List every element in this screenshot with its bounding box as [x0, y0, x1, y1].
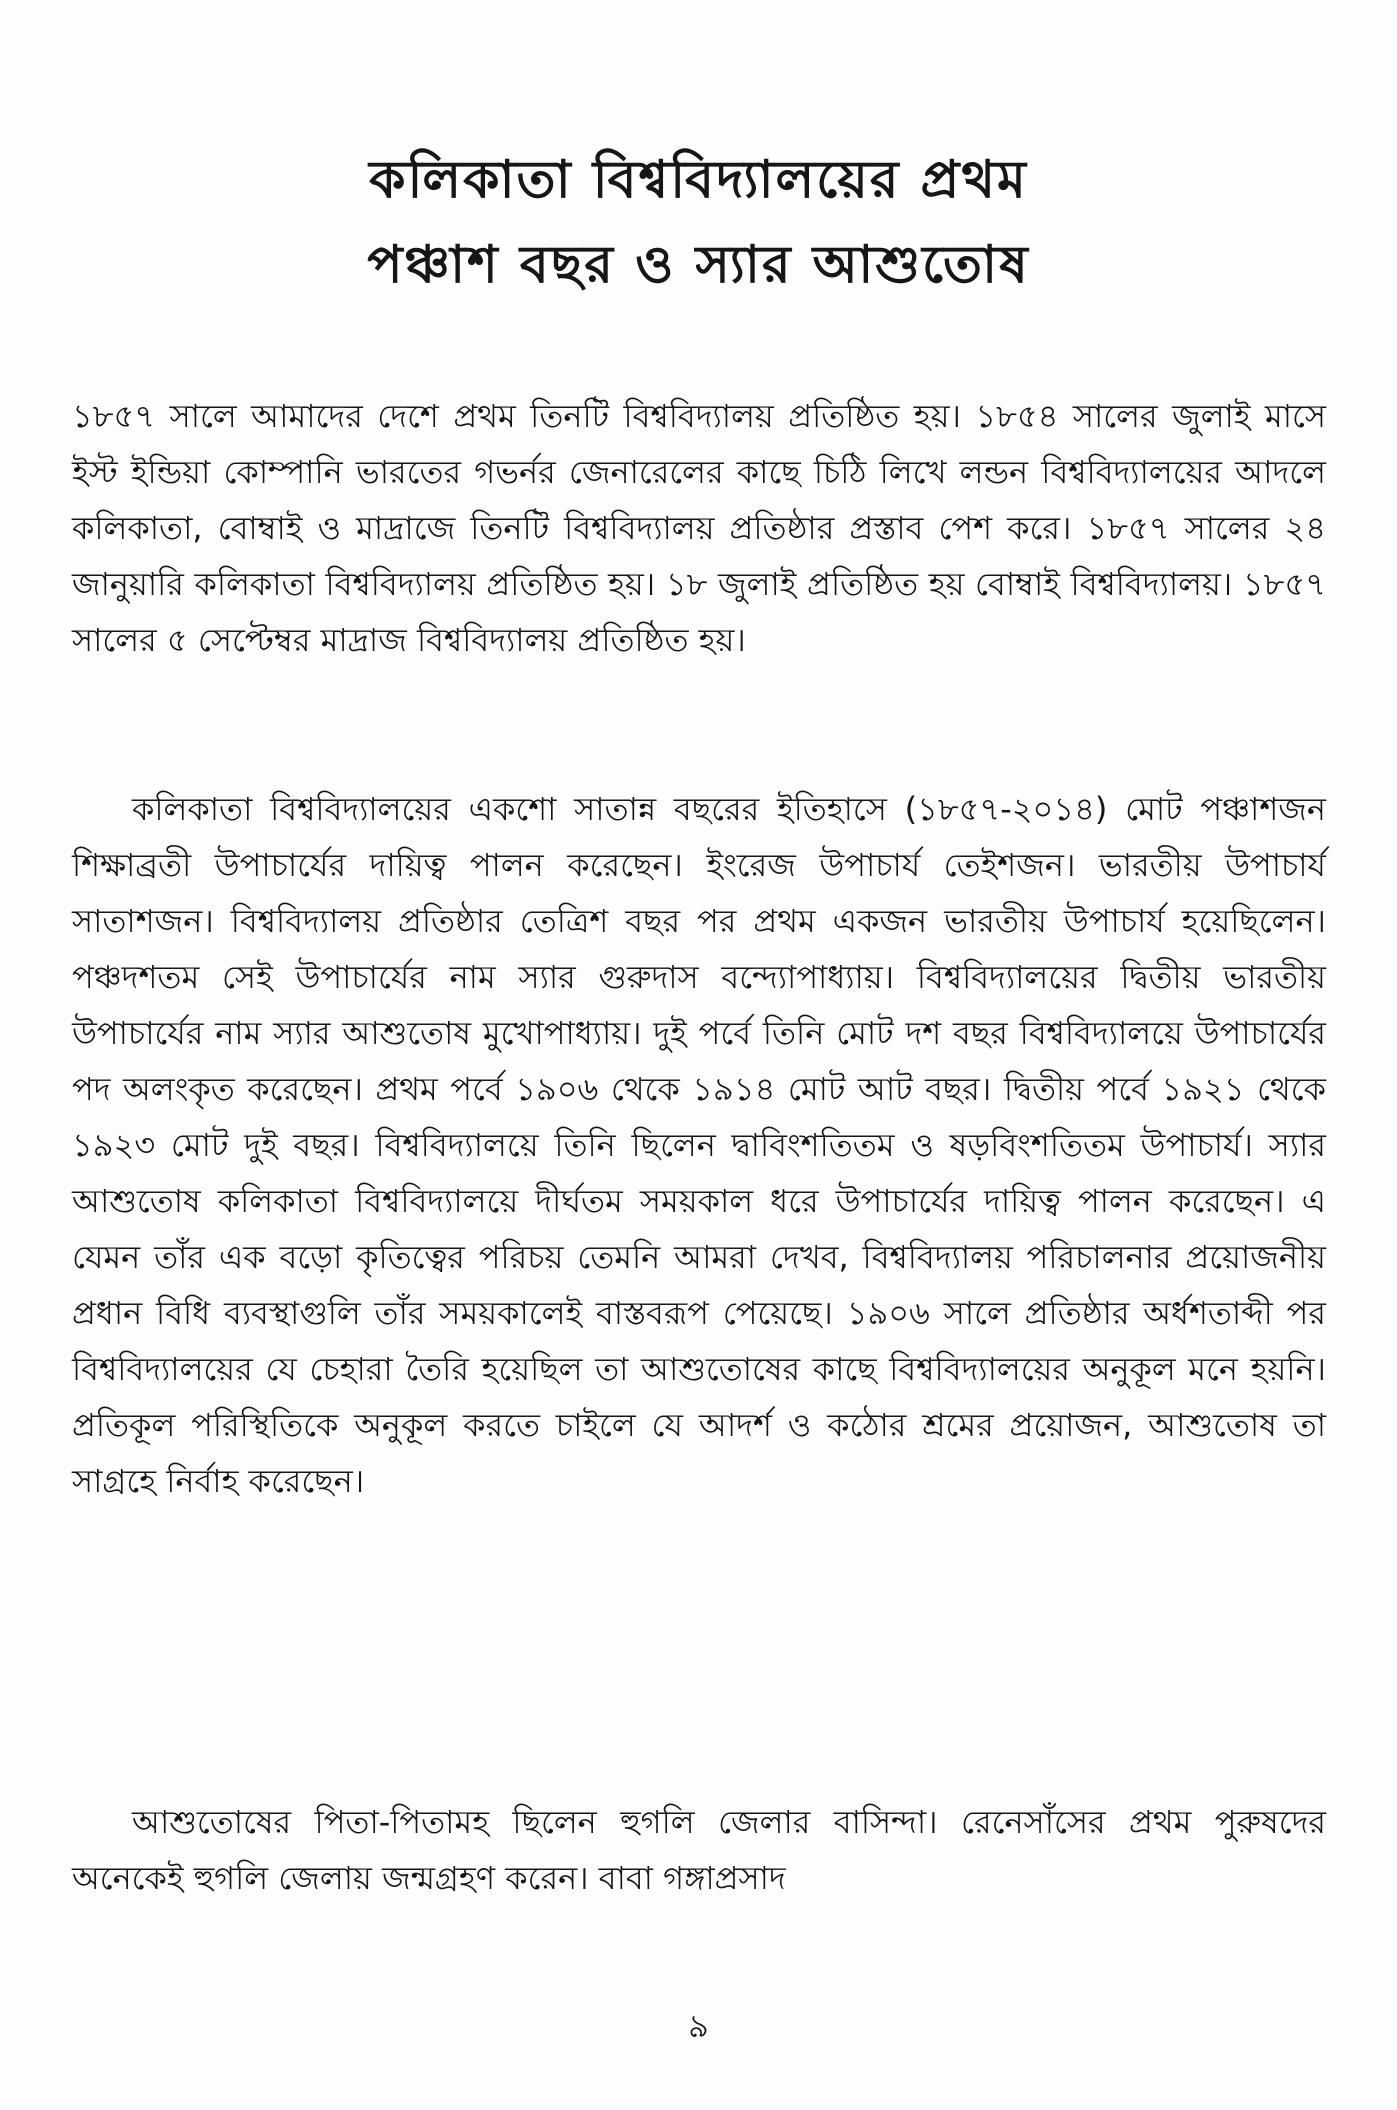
page-number: ৯ [688, 2007, 709, 2045]
paragraph-1: ১৮৫৭ সালে আমাদের দেশে প্রথম তিনটি বিশ্ববিদ্যালয় প্রতিষ্ঠিত হয়। ১৮৫৪ সালের জুলাই মাসে ইস্ট ইন্ডিয়া কোম্পানি ভারতের গভর্নর জেনারেলের কাছে চিঠি লিখে লন্ডন বিশ্ববিদ্যালয়ের আদলে কলিকাতা, বোম্বাই ও মাদ্রাজে তিনটি বিশ্ববিদ্যালয় প্রতিষ্ঠার প্রস্তাব পেশ করে। ১৮৫৭ সালের ২৪ জানুয়ারি কলিকাতা বিশ্ববিদ্যালয় প্রতিষ্ঠিত হয়। ১৮ জুলাই প্রতিষ্ঠিত হয় বোম্বাই বিশ্ববিদ্যালয়। ১৮৫৭ সালের ৫ সেপ্টেম্বর মাদ্রাজ বিশ্ববিদ্যালয় প্রতিষ্ঠিত হয়। [72, 397, 1326, 659]
paragraph-3: আশুতোষের পিতা-পিতামহ ছিলেন হুগলি জেলার বাসিন্দা। রেনেসাঁসের প্রথম পুরুষদের অনেকেই হুগলি জেলায় জন্মগ্রহণ করেন। বাবা গঙ্গাপ্রসাদ [72, 1803, 1326, 1897]
chapter-title-line-2: পঞ্চাশ বছর ও স্যার আশুতোষ [367, 235, 1030, 295]
chapter-title-line-1: কলিকাতা বিশ্ববিদ্যালয়ের প্রথম [369, 150, 1028, 210]
paragraph-2: কলিকাতা বিশ্ববিদ্যালয়ের একশো সাতান্ন বছরের ইতিহাসে (১৮৫৭-২০১৪) মোট পঞ্চাশজন শিক্ষাব্রতী উপাচার্যের দায়িত্ব পালন করেছেন। ইংরেজ উপাচার্য তেইশজন। ভারতীয় উপাচার্য সাতাশজন। বিশ্ববিদ্যালয় প্রতিষ্ঠার তেত্রিশ বছর পর প্রথম একজন ভারতীয় উপাচার্য হয়েছিলেন। পঞ্চদশতম সেই উপাচার্যের নাম স্যার গুরুদাস বন্দ্যোপাধ্যায়। বিশ্ববিদ্যালয়ের দ্বিতীয় ভারতীয় উপাচার্যের নাম স্যার আশুতোষ মুখোপাধ্যায়। দুই পর্বে তিনি মোট দশ বছর বিশ্ববিদ্যালয়ে উপাচার্যের পদ অলংকৃত করেছেন। প্রথম পর্বে ১৯০৬ থেকে ১৯১৪ মোট আট বছর। দ্বিতীয় পর্বে ১৯২১ থেকে ১৯২৩ মোট দুই বছর। বিশ্ববিদ্যালয়ে তিনি ছিলেন দ্বাবিংশতিতম ও ষড়বিংশতিতম উপাচার্য। স্যার আশুতোষ কলিকাতা বিশ্ববিদ্যালয়ে দীর্ঘতম সময়কাল ধরে উপাচার্যের দায়িত্ব পালন করেছেন। এ যেমন তাঁর এক বড়ো কৃতিত্বের পরিচয় তেমনি আমরা দেখব, বিশ্ববিদ্যালয় পরিচালনার প্রয়োজনীয় প্রধান বিধি ব্যবস্থাগুলি তাঁর সময়কালেই বাস্তবরূপ পেয়েছে। ১৯০৬ সালে প্রতিষ্ঠার অর্ধশতাব্দী পর বিশ্ববিদ্যালয়ের যে চেহারা তৈরি হয়েছিল তা আশুতোষের কাছে বিশ্ববিদ্যালয়ের অনুকূল মনে হয়নি। প্রতিকূল পরিস্থিতিকে অনুকূল করতে চাইলে যে আদর্শ ও কঠোর শ্রমের প্রয়োজন, আশুতোষ তা সাগ্রহে নির্বাহ করেছেন। [72, 790, 1326, 1500]
